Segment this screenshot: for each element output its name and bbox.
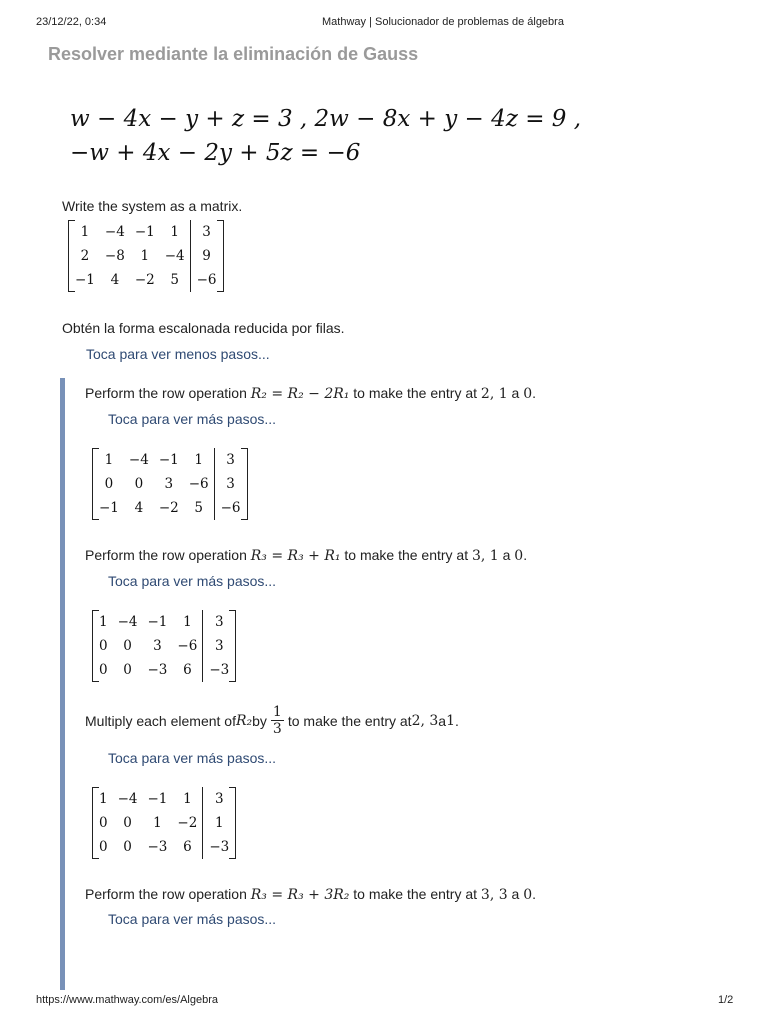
matrix-augmented-cell: 3 xyxy=(214,448,245,472)
problem-title: Resolver mediante la eliminación de Gauss xyxy=(48,44,419,64)
matrix-row xyxy=(94,634,234,658)
matrix-cell: 6 xyxy=(183,662,192,678)
print-page-title: Mathway | Solucionador de problemas de álgebra xyxy=(322,16,564,28)
matrix-cell: 0 xyxy=(99,638,108,654)
matrix-augmented-cell: −3 xyxy=(203,835,234,859)
matrix-cell: 0 xyxy=(99,815,108,831)
matrix-cell: 0 xyxy=(123,662,132,678)
matrix-row xyxy=(94,496,246,520)
matrix-cell: 0 xyxy=(123,839,132,855)
matrix-cell: 0 xyxy=(134,476,144,492)
matrix-cell: −6 xyxy=(177,638,198,654)
matrix-row xyxy=(94,811,234,835)
matrix-cell: 4 xyxy=(110,272,120,288)
matrix-cell: 1 xyxy=(99,614,108,630)
matrix-initial xyxy=(70,220,222,292)
matrix-cell: 3 xyxy=(164,476,174,492)
step-rref: Obtén la forma escalonada reducida por filas. xyxy=(62,320,345,336)
matrix-step-1 xyxy=(94,448,246,520)
substep-3-text: Multiply each element of R₂ by $\frac{1}{3}$ to make the entry at 2, 3 a 1 . xyxy=(85,704,459,737)
matrix-cell: −1 xyxy=(99,500,119,516)
matrix-cell: −8 xyxy=(104,248,125,264)
matrix-row xyxy=(70,268,222,292)
matrix-cell: −2 xyxy=(134,272,155,288)
fraction-one-third: $\frac{1}{3}$ xyxy=(272,704,282,737)
matrix-row xyxy=(94,610,234,634)
matrix-step-2 xyxy=(94,610,234,682)
matrix-cell: 1 xyxy=(183,614,192,630)
substep-2-more-steps-link[interactable]: Toca para ver más pasos... xyxy=(108,573,277,589)
print-datetime: 23/12/22, 0:34 xyxy=(36,16,107,28)
matrix-cell: 1 xyxy=(170,224,179,240)
matrix-augmented-cell: −6 xyxy=(214,496,245,520)
matrix-augmented-cell: 3 xyxy=(203,787,234,811)
matrix-cell: −4 xyxy=(128,452,149,468)
matrix-augmented-cell: 3 xyxy=(214,472,245,496)
substep-4-text: Perform the row operation R₃ = R₃ + 3R₂ to make the entry at 3, 3 a 0. xyxy=(85,886,537,903)
substep-1-more-steps-link[interactable]: Toca para ver más pasos... xyxy=(108,411,277,427)
matrix-cell: 1 xyxy=(140,248,150,264)
matrix-cell: −3 xyxy=(147,662,168,678)
print-page-number: 1/2 xyxy=(718,994,734,1006)
show-less-steps-link[interactable]: Toca para ver menos pasos... xyxy=(86,346,270,362)
matrix-cell: −3 xyxy=(147,839,168,855)
matrix-cell: 3 xyxy=(153,638,162,654)
matrix-step-3 xyxy=(94,787,234,859)
matrix-cell: 0 xyxy=(123,815,132,831)
matrix-cell: 0 xyxy=(99,839,108,855)
equation-line-2: −w + 4x − 2y + 5z = −6 xyxy=(70,140,361,166)
step-write-matrix: Write the system as a matrix. xyxy=(62,198,243,214)
matrix-row xyxy=(94,448,246,472)
matrix-cell: −1 xyxy=(134,224,155,240)
matrix-cell: 4 xyxy=(134,500,144,516)
matrix-augmented-cell: −3 xyxy=(203,658,234,682)
matrix-cell: −4 xyxy=(164,248,185,264)
matrix-cell: 2 xyxy=(80,248,90,264)
matrix-row xyxy=(70,244,222,268)
substep-4-formula: R₃ = R₃ + 3R₂ xyxy=(250,887,350,903)
matrix-cell: −1 xyxy=(75,272,95,288)
matrix-row xyxy=(94,472,246,496)
matrix-row xyxy=(94,835,234,859)
matrix-cell: −4 xyxy=(117,614,138,630)
matrix-cell: 1 xyxy=(80,224,90,240)
substep-1-formula: R₂ = R₂ − 2R₁ xyxy=(250,386,350,402)
print-url: https://www.mathway.com/es/Algebra xyxy=(36,994,218,1006)
matrix-row xyxy=(70,220,222,244)
substep-1-text: Perform the row operation R₂ = R₂ − 2R₁ to make the entry at 2, 1 a 0. xyxy=(85,385,537,402)
matrix-cell: 1 xyxy=(104,452,114,468)
matrix-row xyxy=(94,658,234,682)
matrix-cell: 0 xyxy=(99,662,108,678)
matrix-cell: 5 xyxy=(194,500,203,516)
matrix-cell: 0 xyxy=(123,638,132,654)
matrix-cell: 1 xyxy=(153,815,162,831)
substep-2-text: Perform the row operation R₃ = R₃ + R₁ to make the entry at 3, 1 a 0. xyxy=(85,547,528,564)
matrix-cell: −2 xyxy=(177,815,198,831)
matrix-cell: −1 xyxy=(158,452,179,468)
matrix-augmented-cell: 1 xyxy=(203,811,234,835)
matrix-cell: −1 xyxy=(147,614,168,630)
substep-3-more-steps-link[interactable]: Toca para ver más pasos... xyxy=(108,750,277,766)
matrix-cell: 5 xyxy=(170,272,179,288)
equation-line-1: w − 4x − y + z = 3 , 2w − 8x + y − 4z = 9 , xyxy=(70,106,582,132)
matrix-cell: 1 xyxy=(183,791,192,807)
matrix-cell: −4 xyxy=(104,224,125,240)
matrix-augmented-cell: 3 xyxy=(203,610,234,634)
matrix-row xyxy=(94,787,234,811)
matrix-augmented-cell: 3 xyxy=(203,634,234,658)
matrix-augmented-cell: 9 xyxy=(190,244,221,268)
matrix-cell: 1 xyxy=(194,452,203,468)
matrix-augmented-cell: 3 xyxy=(190,220,221,244)
matrix-cell: −6 xyxy=(188,476,209,492)
substep-2-formula: R₃ = R₃ + R₁ xyxy=(250,548,341,564)
substep-4-more-steps-link[interactable]: Toca para ver más pasos... xyxy=(108,911,277,927)
matrix-augmented-cell: −6 xyxy=(190,268,221,292)
matrix-cell: 0 xyxy=(104,476,114,492)
matrix-cell: −4 xyxy=(117,791,138,807)
substeps-accent-bar xyxy=(60,378,65,990)
matrix-cell: −1 xyxy=(147,791,168,807)
matrix-cell: 1 xyxy=(99,791,108,807)
matrix-cell: 6 xyxy=(183,839,192,855)
matrix-cell: −2 xyxy=(158,500,179,516)
substep-3-formula: R₂ xyxy=(235,712,253,729)
